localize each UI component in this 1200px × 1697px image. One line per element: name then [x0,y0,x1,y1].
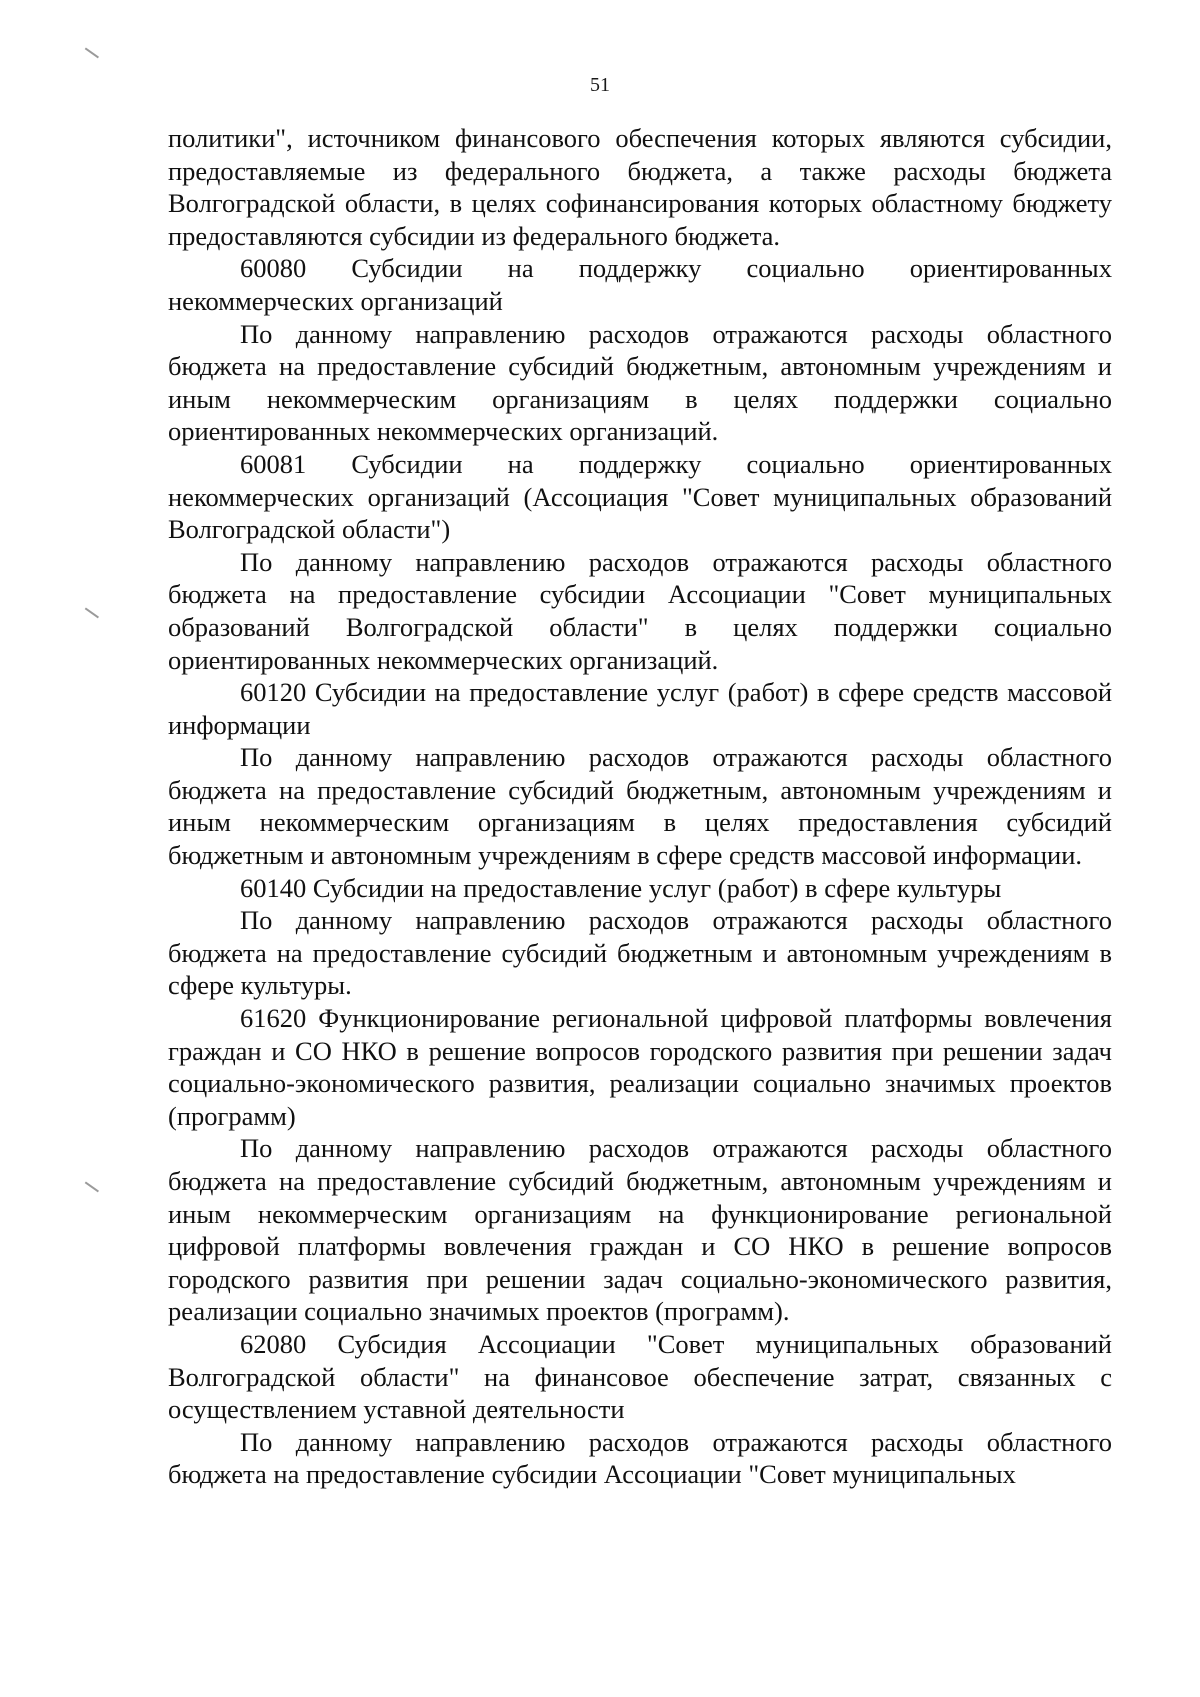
section-heading: 60080 Субсидии на поддержку социально ориентированных некоммерческих организаций [168,253,1112,316]
paragraph: По данному направлению расходов отражаются расходы областного бюджета на предоставление субсидий бюджетным, автономным учреждениям и иным некоммерческим организациям в целях предоставления субсидий бюджетным и автономным учреждениям в сфере средств массовой информации. [168,742,1112,871]
paragraph: По данному направлению расходов отражаются расходы областного бюджета на предоставление субсидий бюджетным, автономным учреждениям и иным некоммерческим организациям в целях поддержки социально ориентированных некоммерческих организаций. [168,318,1112,447]
scan-mark [85,1182,99,1192]
section-heading: 62080 Субсидия Ассоциации "Совет муниципальных образований Волгоградской области" на финансовое обеспечение затрат, связанных с осуществлением уставной деятельности [168,1328,1112,1425]
section-heading: 60120 Субсидии на предоставление услуг (работ) в сфере средств массовой информации [168,677,1112,740]
paragraph: политики", источником финансового обеспечения которых являются субсидии, предоставляемые из федерального бюджета, а также расходы бюджета Волгоградской области, в целях софинансирования которых областному бюджету предоставляются субсидии из федерального бюджета. [168,123,1112,251]
section-heading: 60140 Субсидии на предоставление услуг (работ) в сфере культуры [240,872,1002,903]
paragraph: По данному направлению расходов отражаются расходы областного бюджета на предоставление субсидий бюджетным и автономным учреждениям в сфере культуры. [168,905,1112,1001]
section-heading: 61620 Функционирование региональной цифровой платформы вовлечения граждан и СО НКО в решение вопросов городского развития при решении задач социально-экономического развития, реализации социально значимых проектов (программ) [168,1003,1112,1131]
section-heading: 60081 Субсидии на поддержку социально ориентированных некоммерческих организаций (Ассоциация "Совет муниципальных образований Волгоградской области") [168,448,1112,545]
scan-mark [85,608,99,618]
scan-mark [85,48,99,58]
paragraph: По данному направлению расходов отражаются расходы областного бюджета на предоставление субсидии Ассоциации "Совет муниципальных [168,1426,1112,1490]
paragraph: По данному направлению расходов отражаются расходы областного бюджета на предоставление субсидии Ассоциации "Совет муниципальных образований Волгоградской области" в целях поддержки социально ориентированных некоммерческих организаций. [168,546,1112,675]
document-body [168,122,1112,1491]
page-number: 51 [590,74,610,96]
paragraph: По данному направлению расходов отражаются расходы областного бюджета на предоставление субсидий бюджетным, автономным учреждениям и иным некоммерческим организациям на функционирование региональной цифровой платформы вовлечения граждан и СО НКО в решение вопросов городского развития при решении задач социально-экономического развития, реализации социально значимых проектов (программ). [168,1133,1112,1327]
